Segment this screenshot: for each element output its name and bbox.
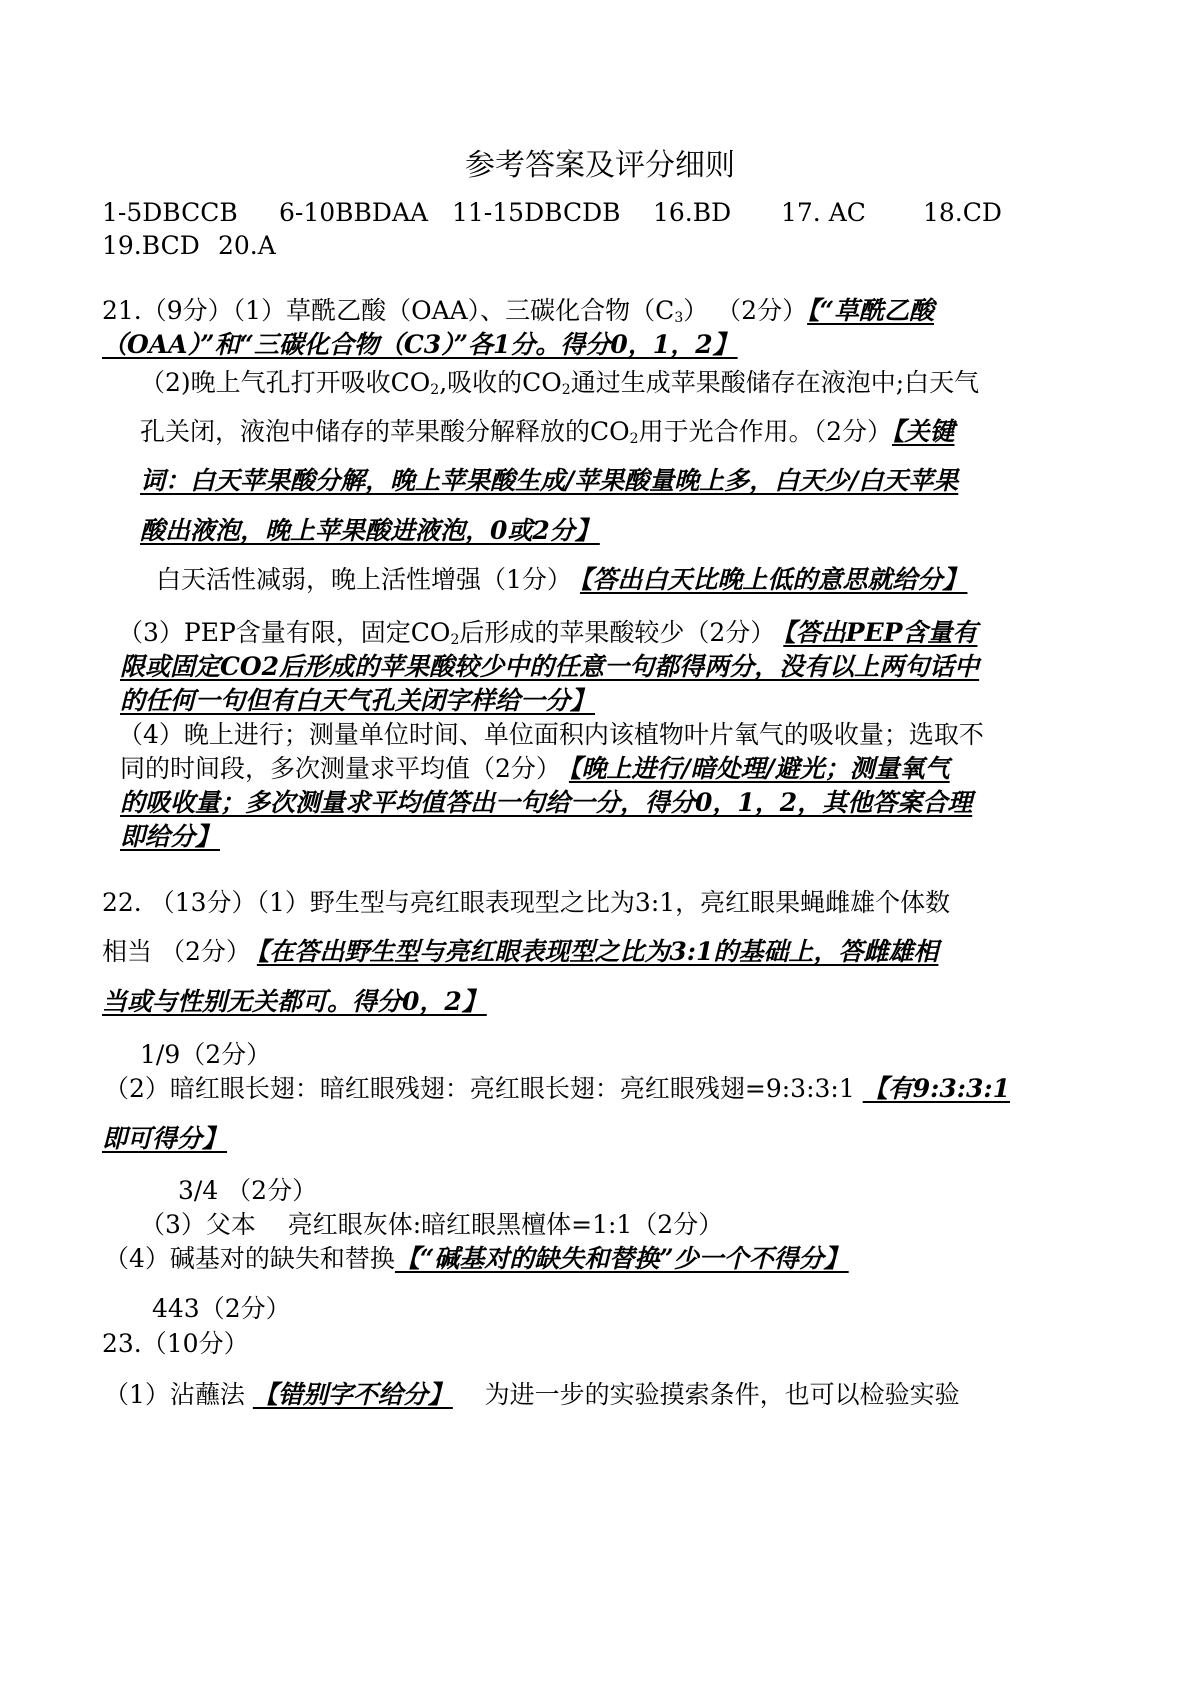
grading-note: 【关键 xyxy=(891,417,955,446)
q21-answer-5: （4）晚上进行；测量单位时间、单位面积内该植物叶片氧气的吸收量；选取不 xyxy=(118,720,984,749)
grading-note: 【在答出野生型与亮红眼表现型之比为3:1的基础上，答雌雄相 xyxy=(256,937,939,966)
q21-line-6 xyxy=(140,514,600,548)
grading-note: 的吸收量；多次测量求平均值答出一句给一分，得分0，1，2，其他答案合理 xyxy=(120,788,973,817)
answer-1-5: 1-5DBCCB xyxy=(102,198,238,227)
subscript: 3 xyxy=(674,310,684,326)
grading-note: 限或固定CO2后形成的苹果酸较少中的任意一句都得两分，没有以上两句话中 xyxy=(120,652,980,681)
q22-line-10 xyxy=(152,1292,291,1326)
grading-note: 【晚上进行/暗处理/避光；测量氧气 xyxy=(568,754,950,783)
q21-answer-2: 孔关闭，液泡中储存的苹果酸分解释放的CO xyxy=(140,417,630,446)
q23-line-2 xyxy=(104,1378,960,1412)
q21-line-11 xyxy=(118,718,984,752)
q22-score-1: 相当 （2分） xyxy=(102,937,251,966)
answer-16: 16.BD xyxy=(653,198,732,227)
grading-note: 【错别字不给分】 xyxy=(252,1380,453,1409)
subscript: 2 xyxy=(430,382,440,398)
q22-line-8 xyxy=(140,1208,723,1242)
q21-answer-2: （2)晚上气孔打开吸收CO xyxy=(140,368,431,397)
grading-note: 【“草酰乙酸 xyxy=(807,296,934,325)
q23-heading: 23.（10分） xyxy=(102,1329,249,1358)
answer-20: 20.A xyxy=(218,231,276,260)
grading-note: 的任何一句但有白天气孔关闭字样给一分】 xyxy=(120,686,596,715)
q22-line-2 xyxy=(102,935,938,969)
answer-19: 19.BCD xyxy=(102,231,200,260)
grading-note: 即可得分】 xyxy=(102,1124,228,1153)
q21-line-13 xyxy=(120,786,972,820)
q23-line-1 xyxy=(102,1327,249,1361)
q21-score-2: 用于光合作用。（2分） xyxy=(638,417,892,446)
grading-note: （OAA）”和“三碳化合物（C3）”各1分。得分0，1，2】 xyxy=(102,330,738,359)
choice-answers-row-1 xyxy=(102,196,1002,230)
answer-11-15: 11-15DBCDB xyxy=(452,198,621,227)
q22-answer-1: 22. （13分）（1）野生型与亮红眼表现型之比为3:1，亮红眼果蝇雌雄个体数 xyxy=(102,888,951,917)
q21-line-3 xyxy=(140,366,979,400)
q22-line-9 xyxy=(104,1242,849,1276)
q21-line-7 xyxy=(156,563,967,597)
grading-note: 【答出PEP含量有 xyxy=(783,618,978,647)
q21-line-14 xyxy=(120,820,220,854)
q21-line-1 xyxy=(102,294,934,328)
q21-line-8 xyxy=(118,616,977,650)
page-title: 参考答案及评分细则 xyxy=(465,148,735,183)
q22-line-7 xyxy=(178,1174,317,1208)
answer-18: 18.CD xyxy=(923,198,1002,227)
grading-note: 【“碱基对的缺失和替换”少一个不得分】 xyxy=(394,1244,849,1273)
q21-answer-3: 白天活性减弱，晚上活性增强（1分） xyxy=(156,565,572,594)
q21-line-4 xyxy=(140,415,955,449)
q23-answer-1: （1）沾蘸法 xyxy=(104,1380,253,1409)
grading-note: 当或与性别无关都可。得分0，2】 xyxy=(102,987,487,1016)
grading-note: 酸出液泡，晚上苹果酸进液泡，0或2分】 xyxy=(140,516,600,545)
q22-answer-5: （3）父本 亮红眼灰体:暗红眼黑檀体=1:1（2分） xyxy=(140,1210,724,1239)
q21-line-9 xyxy=(120,650,979,684)
q22-answer-2: 1/9（2分） xyxy=(140,1040,272,1069)
grading-note: 即给分】 xyxy=(120,822,221,851)
q21-line-2 xyxy=(102,328,738,362)
answer-17: 17. AC xyxy=(781,198,866,227)
q22-answer-3: （2）暗红眼长翅：暗红眼残翅：亮红眼长翅：亮红眼残翅=9:3:3:1 xyxy=(104,1074,863,1103)
subscript: 2 xyxy=(629,431,639,447)
q22-line-1 xyxy=(102,886,950,920)
q22-line-6 xyxy=(102,1122,227,1156)
q22-answer-7: 443（2分） xyxy=(152,1294,291,1323)
q21-answer-5: 同的时间段，多次测量求平均值（2分） xyxy=(120,754,561,783)
q23-answer-1: 为进一步的实验摸索条件，也可以检验实验 xyxy=(452,1380,960,1409)
q22-line-5 xyxy=(104,1072,1010,1106)
q22-line-3 xyxy=(102,985,487,1019)
answer-6-10: 6-10BBDAA xyxy=(279,198,429,227)
subscript: 2 xyxy=(450,632,460,648)
q21-answer-1: 21.（9分）（1）草酰乙酸（OAA）、三碳化合物（C xyxy=(102,296,675,325)
grading-note: 词：白天苹果酸分解，晚上苹果酸生成/苹果酸量晚上多，白天少/白天苹果 xyxy=(140,466,959,495)
q21-answer-2: ,吸收的CO xyxy=(439,368,562,397)
q21-answer-4: （3）PEP含量有限，固定CO xyxy=(118,618,451,647)
q21-score-1: ） （2分） xyxy=(683,296,808,325)
choice-answers-row-2 xyxy=(102,229,276,263)
grading-note: 【答出白天比晚上低的意思就给分】 xyxy=(579,565,968,594)
q21-line-5 xyxy=(140,464,958,498)
q22-line-4 xyxy=(140,1038,271,1072)
q21-line-12 xyxy=(120,752,950,786)
q21-answer-2: 通过生成苹果酸储存在液泡中;白天气 xyxy=(570,368,980,397)
q22-answer-4: 3/4 （2分） xyxy=(178,1176,318,1205)
grading-note: 【有9:3:3:1 xyxy=(862,1074,1010,1103)
q22-answer-6: （4）碱基对的缺失和替换 xyxy=(104,1244,395,1273)
subscript: 2 xyxy=(561,382,571,398)
q21-score-4: 后形成的苹果酸较少（2分） xyxy=(459,618,776,647)
q21-line-10 xyxy=(120,684,595,718)
